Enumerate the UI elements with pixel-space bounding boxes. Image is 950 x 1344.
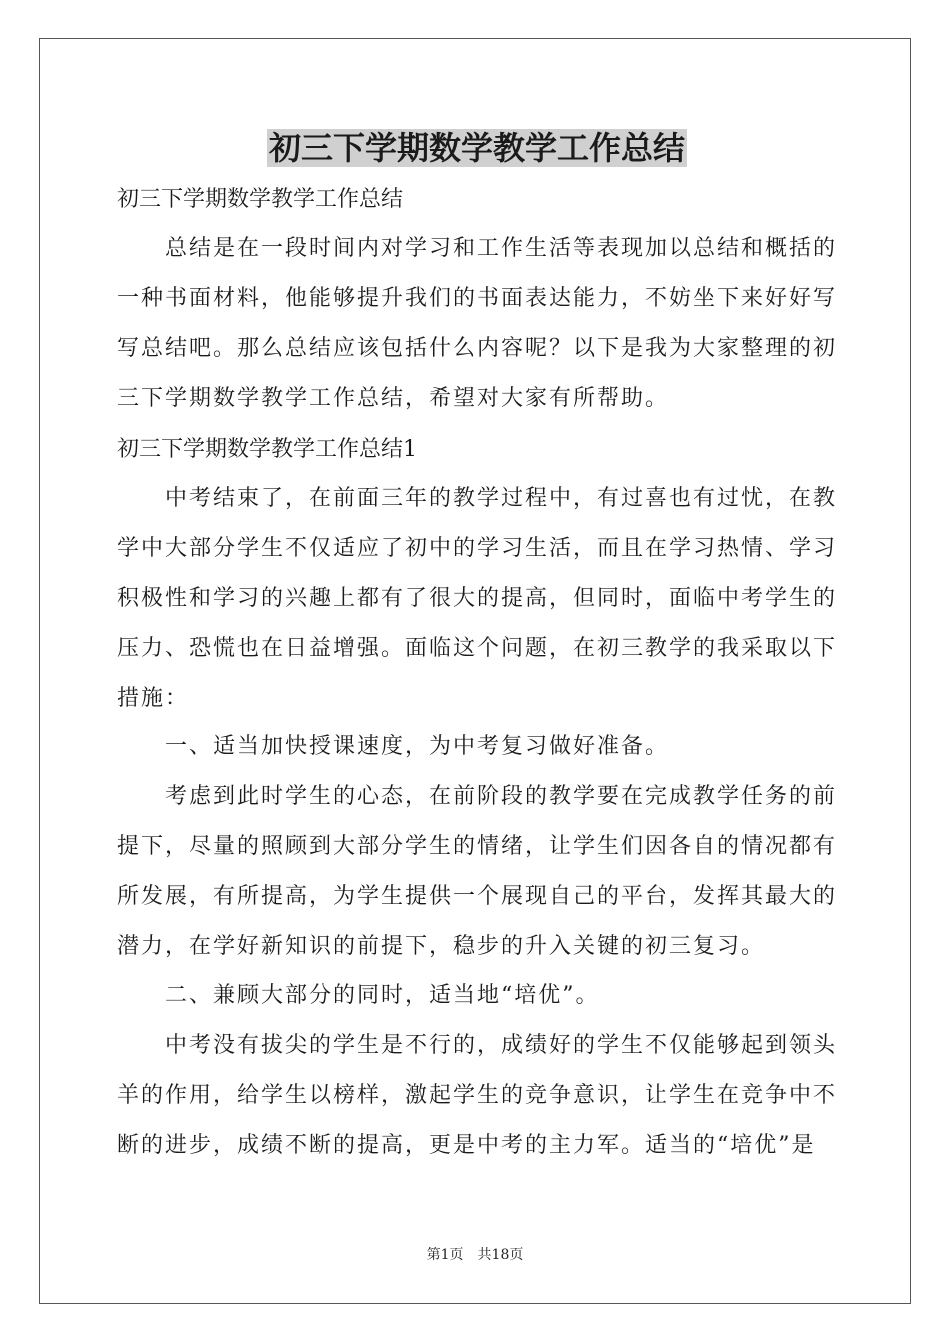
intro-paragraph: 总结是在一段时间内对学习和工作生活等表现加以总结和概括的一种书面材料，他能够提升我们的书面表达能力，不妨坐下来好好写写总结吧。那么总结应该包括什么内容呢？以下是我为大家整理的初三下学期数学教学工作总结，希望对大家有所帮助。 — [117, 236, 838, 411]
page-footer: 第1页 共18页 — [426, 1247, 524, 1263]
paragraph-2: 考虑到此时学生的心态，在前阶段的教学要在完成教学任务的前提下，尽量的照顾到大部分学生的情绪，让学生们因各自的情况都有所发展，有所提高，为学生提供一个展现自己的平台，发挥其最大的潜力，在学好新知识的前提下，稳步的升入关键的初三复习。 — [117, 784, 838, 959]
point-1: 一、适当加快授课速度，为中考复习做好准备。 — [165, 734, 670, 759]
section-heading: 初三下学期数学教学工作总结1 — [117, 437, 417, 462]
point-2: 二、兼顾大部分的同时，适当地“培优”。 — [165, 983, 600, 1008]
document-subtitle: 初三下学期数学教学工作总结 — [117, 187, 404, 212]
paragraph-1: 中考结束了，在前面三年的教学过程中，有过喜也有过忧，在教学中大部分学生不仅适应了初中的学习生活，而且在学习热情、学习积极性和学习的兴趣上都有了很大的提高，但同时，面临中考学生的压力、恐慌也在日益增强。面临这个问题，在初三教学的我采取以下措施： — [117, 486, 838, 711]
paragraph-3: 中考没有拔尖的学生是不行的，成绩好的学生不仅能够起到领头羊的作用，给学生以榜样，激起学生的竞争意识，让学生在竞争中不断的进步，成绩不断的提高，更是中考的主力军。适当的“培优”是 — [117, 1033, 838, 1158]
document-title: 初三下学期数学教学工作总结 — [268, 129, 685, 167]
